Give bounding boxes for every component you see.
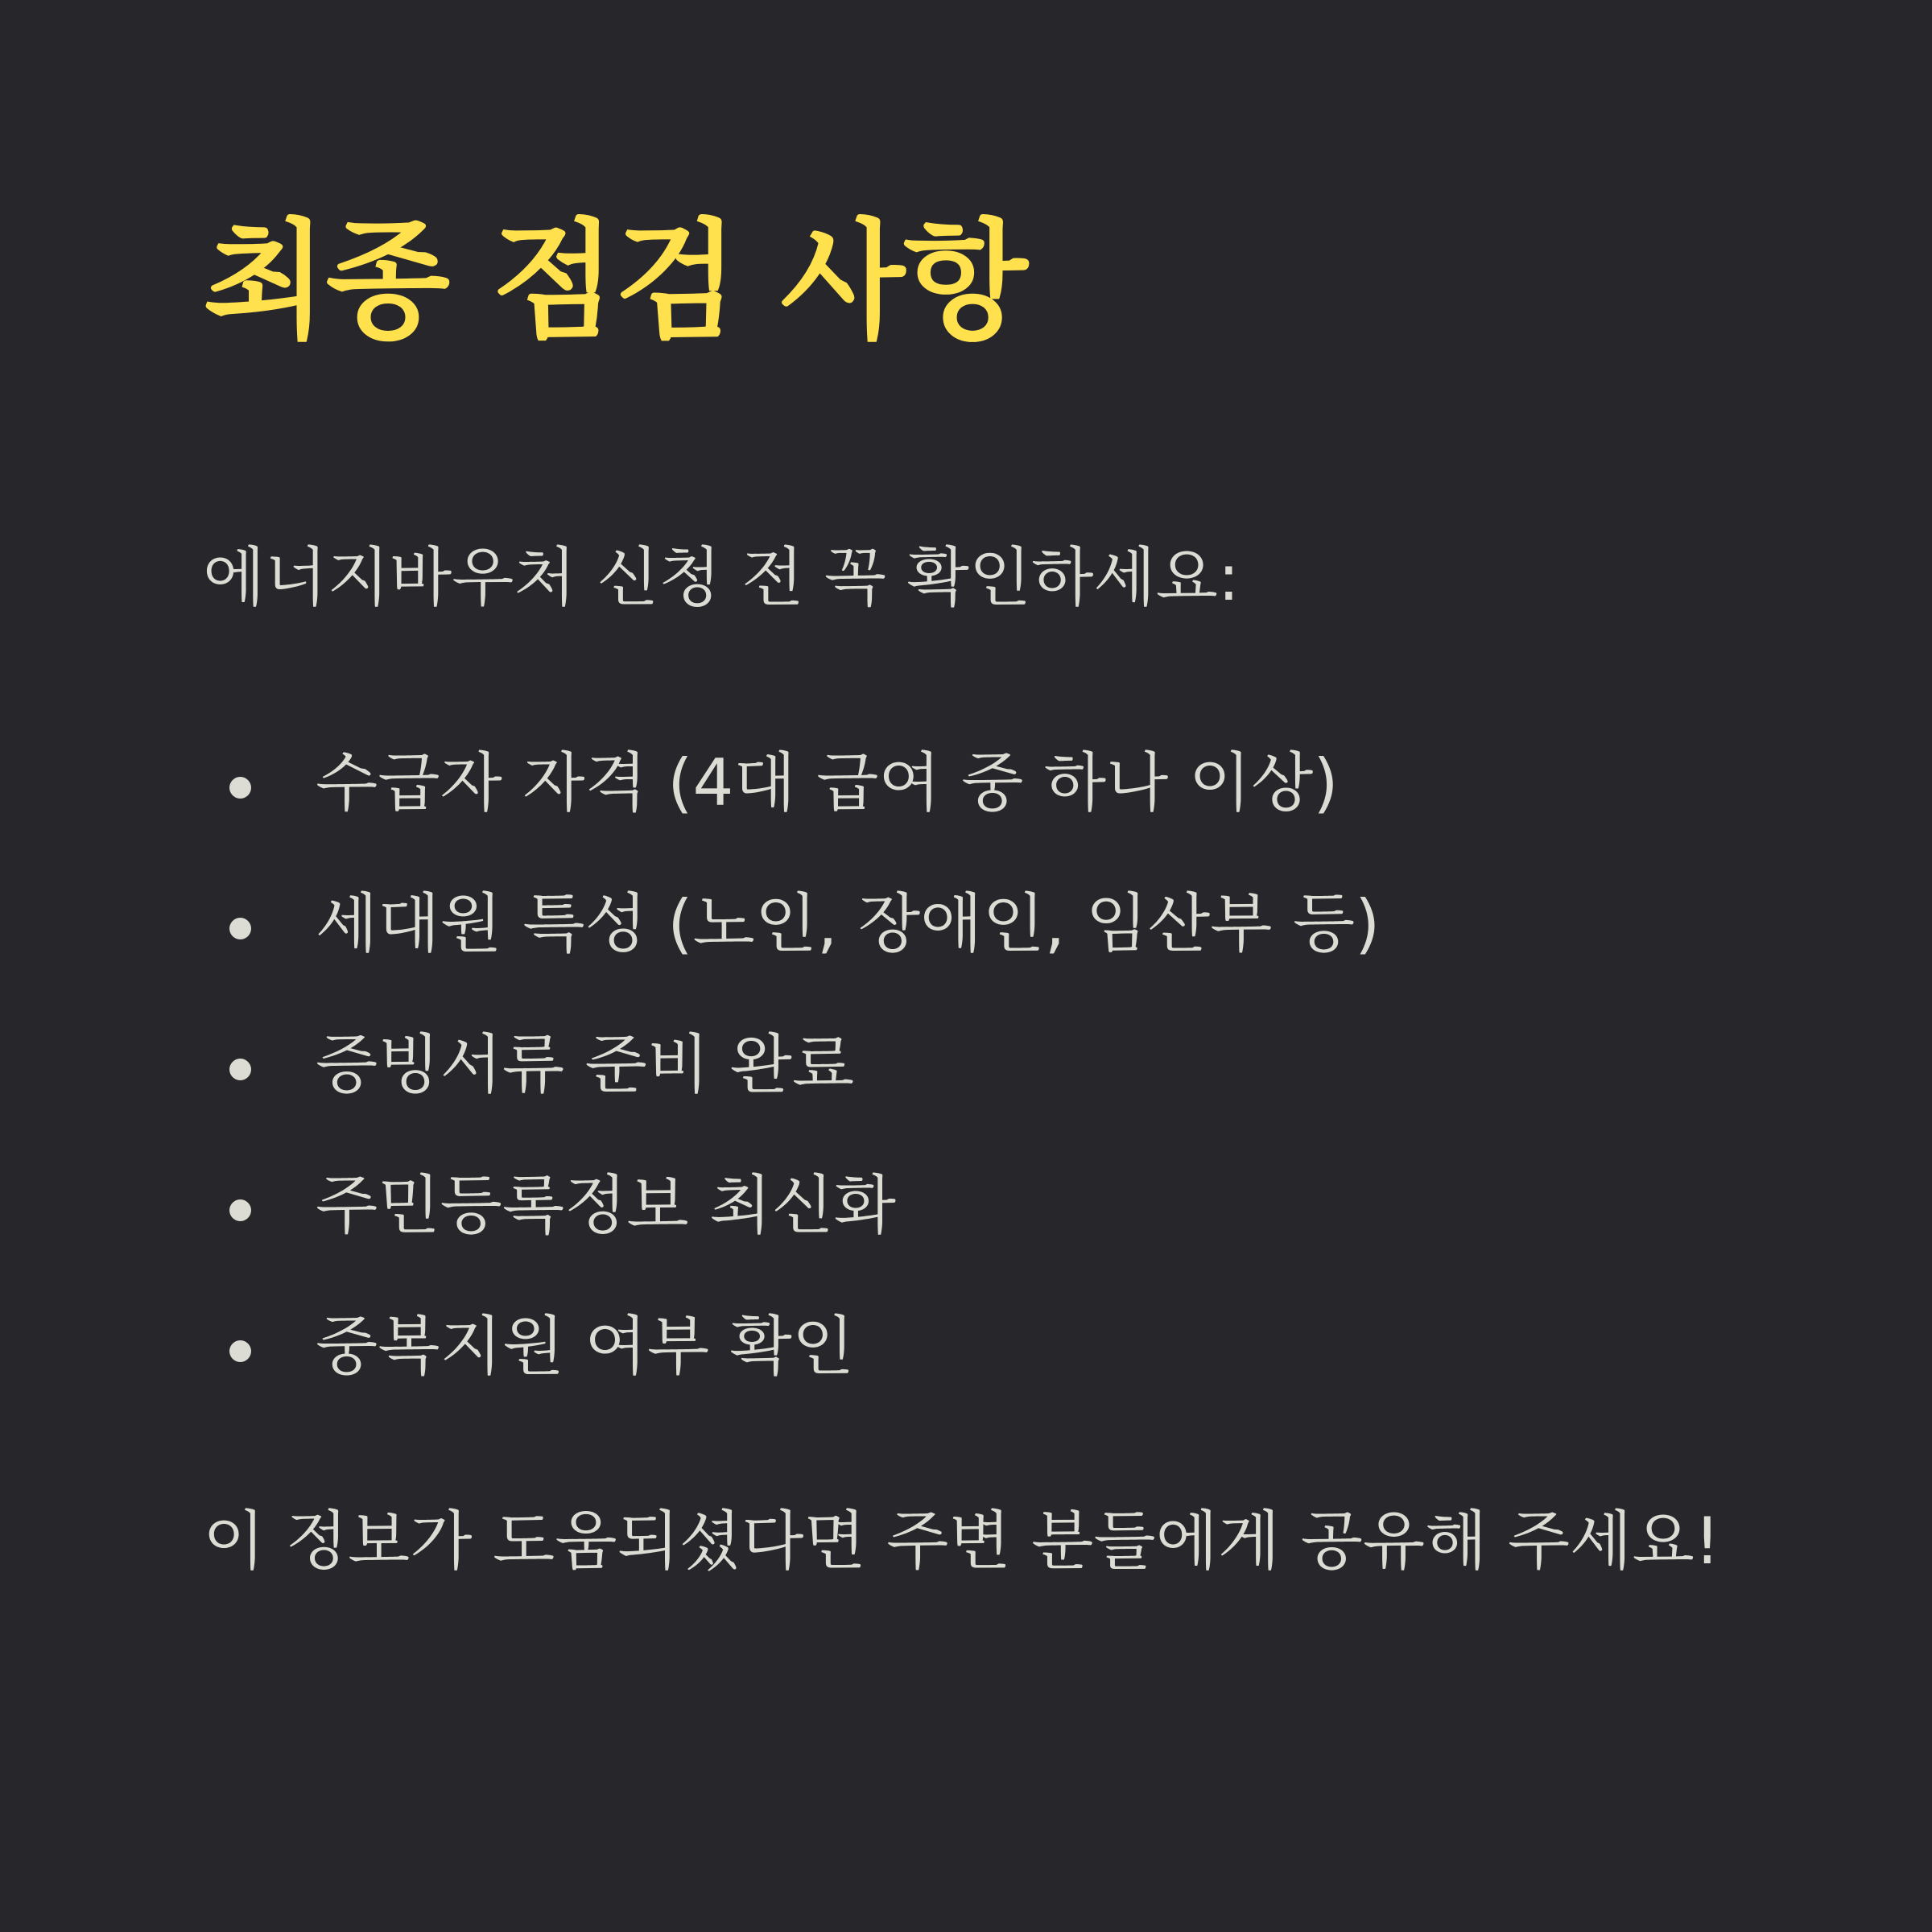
checklist-item-label: 수급자 자격 (4대 급여 중 하나 이상) bbox=[316, 745, 1339, 820]
bullet-icon bbox=[229, 1199, 251, 1221]
checklist-item-label: 중복지원 여부 확인 bbox=[316, 1309, 855, 1384]
checklist-item-label: 세대원 특성 (노인, 장애인, 임산부 등) bbox=[316, 886, 1381, 961]
bullet-icon bbox=[229, 1340, 251, 1362]
bullet-icon bbox=[229, 1059, 251, 1080]
checklist-item-label: 주민등록정보 최신화 bbox=[316, 1168, 896, 1243]
page-title: 최종 점검 사항 bbox=[203, 206, 1026, 357]
intro-text: 에너지바우처 신청 전 꼭 확인하세요: bbox=[203, 540, 1240, 615]
bullet-icon bbox=[229, 777, 251, 799]
closing-text: 이 정보가 도움되셨다면 주변 분들에게 공유해 주세요! bbox=[203, 1504, 1720, 1579]
checklist-item-label: 증빙서류 준비 완료 bbox=[316, 1027, 855, 1102]
bullet-icon bbox=[229, 918, 251, 939]
